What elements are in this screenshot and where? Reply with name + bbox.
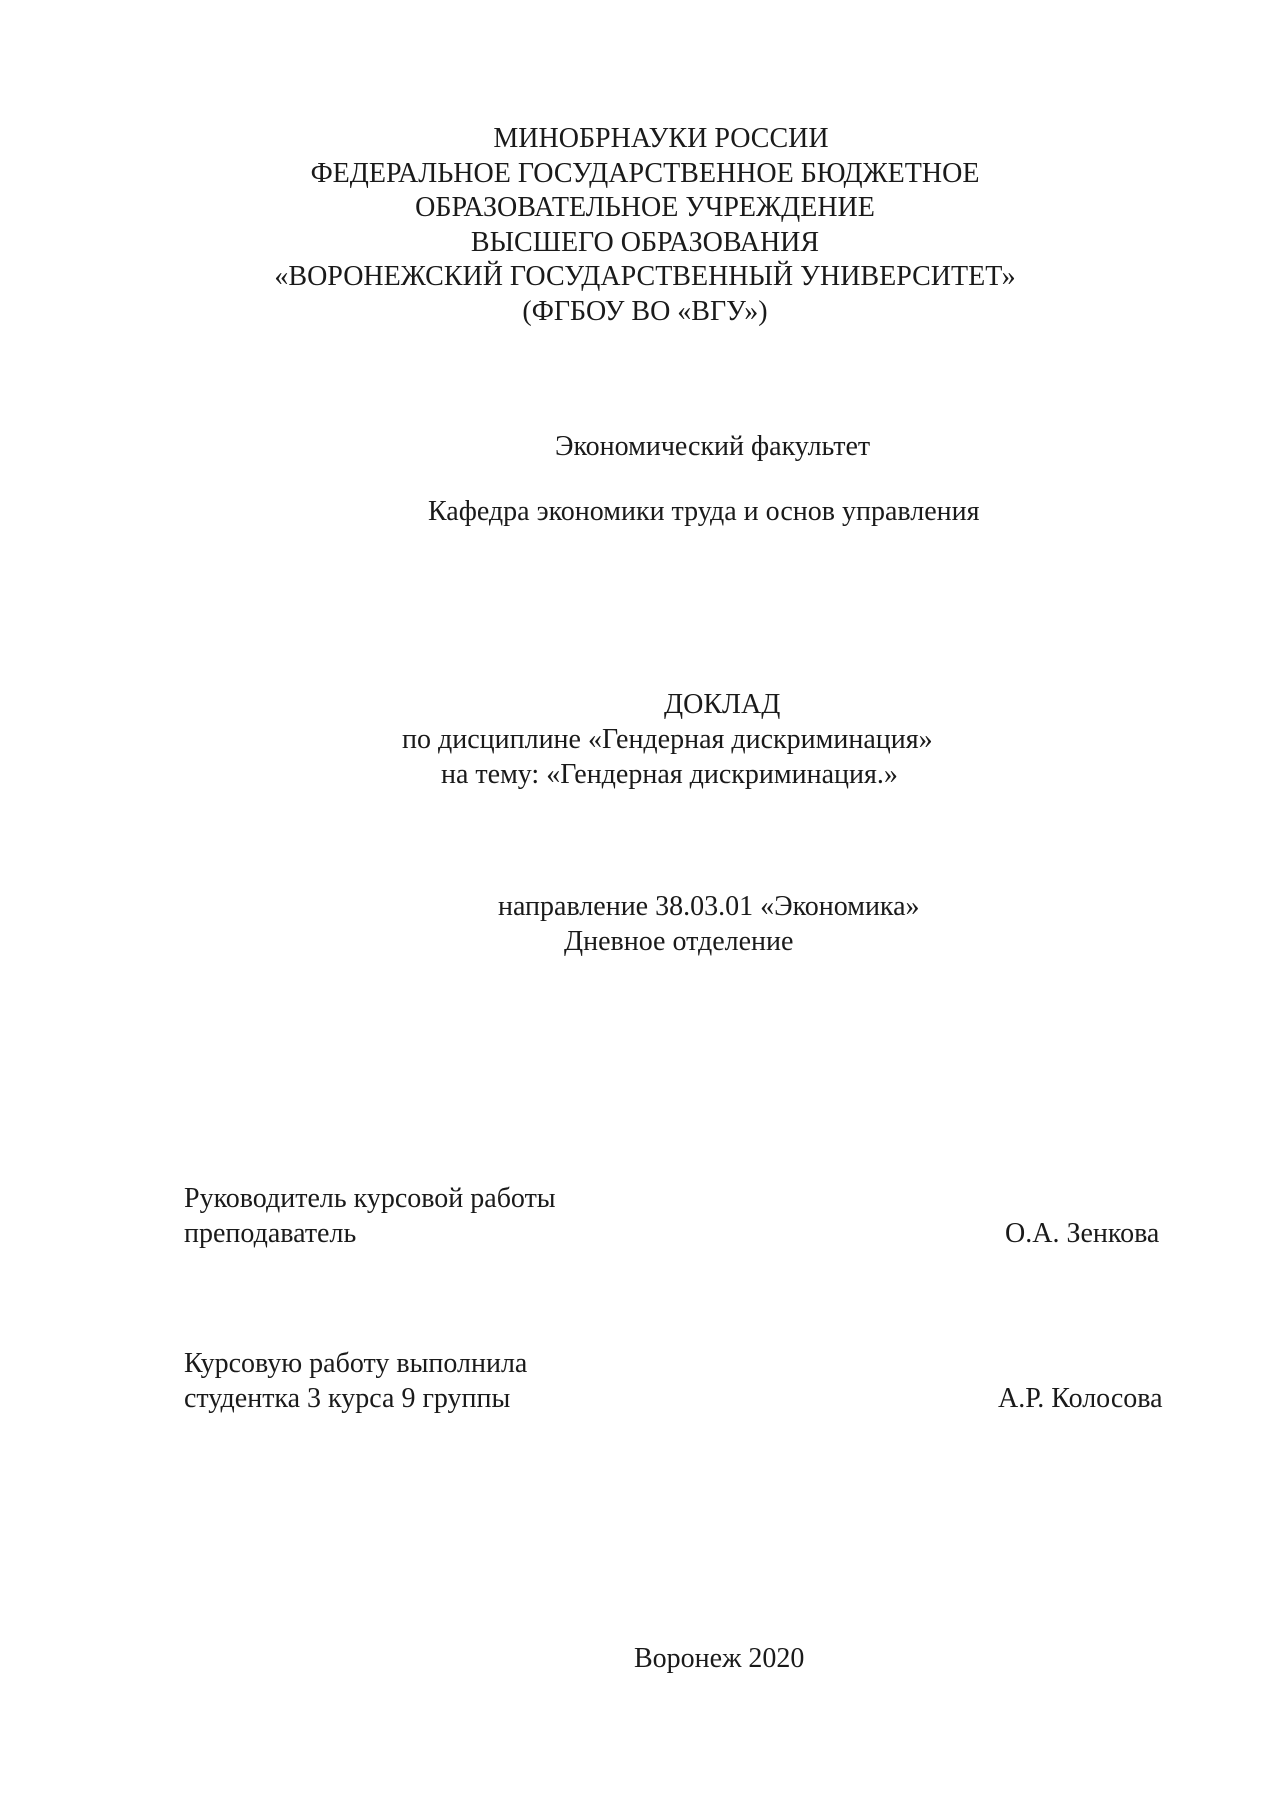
report-discipline: по дисциплине «Гендерная дискриминация» xyxy=(402,724,933,755)
institution-type-line-2: ОБРАЗОВАТЕЛЬНОЕ УЧРЕЖДЕНИЕ xyxy=(415,192,875,223)
city-year: Воронеж 2020 xyxy=(634,1643,805,1674)
faculty-name: Экономический факультет xyxy=(555,431,871,462)
ministry-line: МИНОБРНАУКИ РОССИИ xyxy=(493,123,829,154)
supervisor-role-line-2: преподаватель xyxy=(184,1218,357,1249)
report-topic: на тему: «Гендерная дискриминация.» xyxy=(441,759,898,790)
student-name: А.Р. Колосова xyxy=(998,1383,1163,1414)
study-form: Дневное отделение xyxy=(564,926,794,957)
supervisor-role-line-1: Руководитель курсовой работы xyxy=(184,1183,556,1214)
institution-type-line-3: ВЫСШЕГО ОБРАЗОВАНИЯ xyxy=(470,226,820,258)
university-name: «ВОРОНЕЖСКИЙ ГОСУДАРСТВЕННЫЙ УНИВЕРСИТЕТ» xyxy=(274,261,1016,292)
program-direction: направление 38.03.01 «Экономика» xyxy=(498,891,920,922)
university-abbreviation: (ФГБОУ ВО «ВГУ») xyxy=(522,295,768,327)
institution-type-line-1: ФЕДЕРАЛЬНОЕ ГОСУДАРСТВЕННОЕ БЮДЖЕТНОЕ xyxy=(310,157,980,189)
student-role-line-2: студентка 3 курса 9 группы xyxy=(184,1383,511,1414)
student-role-line-1: Курсовую работу выполнила xyxy=(184,1348,528,1379)
supervisor-name: О.А. Зенкова xyxy=(1005,1218,1160,1249)
university-header xyxy=(0,122,1280,329)
report-title: ДОКЛАД xyxy=(664,689,781,720)
department-name: Кафедра экономики труда и основ управления xyxy=(428,496,980,527)
